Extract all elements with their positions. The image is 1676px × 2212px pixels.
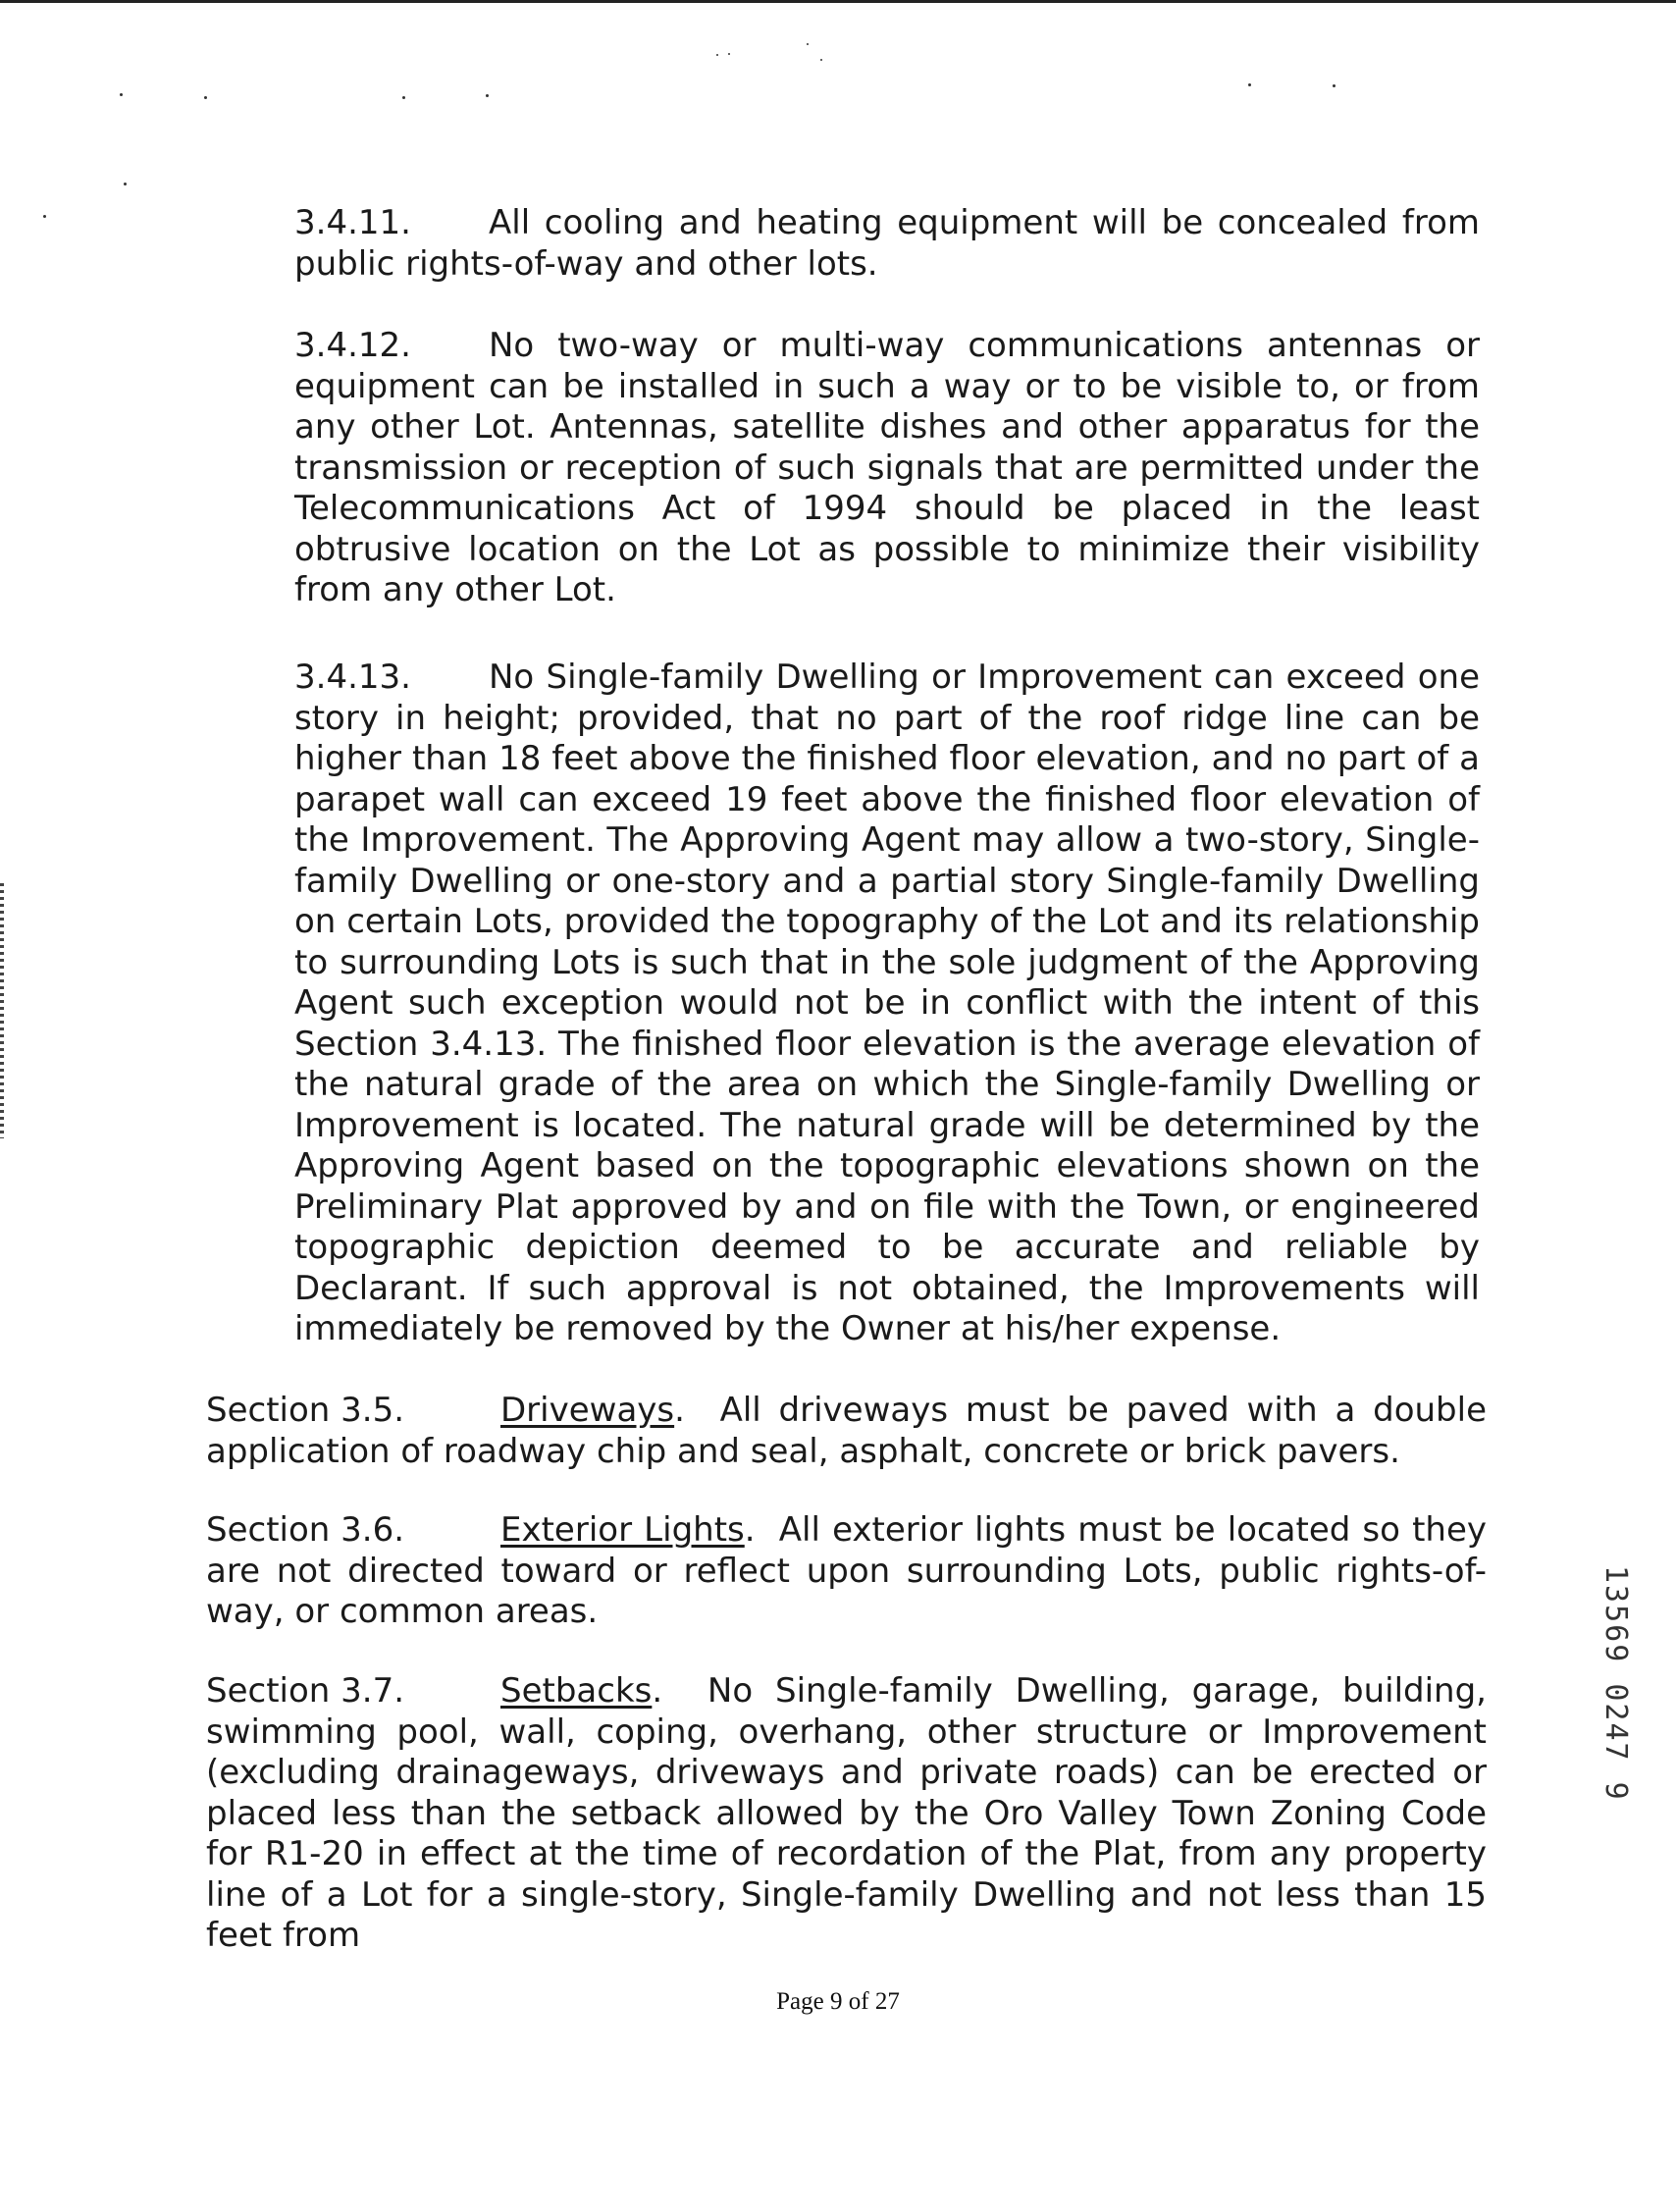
scan-speck <box>402 96 405 99</box>
scan-speck <box>1248 83 1251 86</box>
paragraph-number: 3.4.11. <box>294 203 411 242</box>
scan-speck <box>124 183 127 185</box>
scan-speck <box>43 215 46 218</box>
scan-speck <box>716 54 718 56</box>
paragraph-number: 3.4.13. <box>294 658 411 697</box>
section-text: No Single-family Dwelling, garage, building, swimming pool, wall, coping, overhang, other structure or Improvement (excluding drainageways, driveways and private roads) can be erected or placed less than the setback allowed by the Oro Valley Town Zoning Code for R1-20 in effect at the time of recordation of the Plat, from any property line of a Lot for a single-story, Single-family Dwelling and not less than 15 feet from <box>206 1671 1487 1955</box>
top-border-line <box>0 0 1676 3</box>
section-heading: Setbacks <box>500 1671 653 1711</box>
section-3-6 <box>206 1510 1487 1633</box>
section-heading: Exterior Lights <box>500 1510 745 1550</box>
paragraph-3-4-12 <box>294 326 1480 611</box>
heading-period: . <box>652 1671 707 1711</box>
scan-speck <box>1333 84 1336 87</box>
section-3-7 <box>206 1671 1487 1957</box>
section-heading: Driveways <box>500 1391 675 1430</box>
section-number: Section 3.6. <box>206 1510 405 1550</box>
scan-speck <box>820 59 822 61</box>
docket-stamp-text: 13569 0247 9 <box>1598 1565 1633 1802</box>
paragraph-3-4-11 <box>294 203 1480 285</box>
section-number: Section 3.7. <box>206 1671 405 1711</box>
section-text: All exterior lights must be located so they are not directed toward or reflect upon surrounding Lots, public rights-of-way, or common areas. <box>206 1510 1487 1631</box>
section-text: All driveways must be paved with a double application of roadway chip and seal, asphalt, concrete or brick pavers. <box>206 1391 1487 1471</box>
paragraph-text: All cooling and heating equipment will be concealed from public rights-of-way and other lots. <box>294 203 1480 284</box>
scan-speck <box>204 96 207 99</box>
scan-edge-artifact <box>0 883 4 1138</box>
docket-stamp <box>1590 1565 1645 1879</box>
scan-speck <box>807 43 809 45</box>
section-3-5 <box>206 1391 1487 1472</box>
page-number: Page 9 of 27 <box>776 1988 900 2015</box>
paragraph-number: 3.4.12. <box>294 326 411 365</box>
heading-period: . <box>674 1391 720 1430</box>
scan-speck <box>486 94 489 97</box>
scan-speck <box>120 93 123 96</box>
heading-period: . <box>744 1510 779 1550</box>
section-number: Section 3.5. <box>206 1391 405 1430</box>
paragraph-text: No Single-family Dwelling or Improvement can exceed one story in height; provided, that no part of the roof ridge line can be higher than 18 feet above the finished floor elevation, and no part of a parapet wall can exceed 19 feet above the finished floor elevation of the Improvement. The Approving Agent may allow a two-story, Single-family Dwelling or one-story and a partial story Single-family Dwelling on certain Lots, provided the topography of the Lot and its relationship to surrounding Lots is such that in the sole judgment of the Approving Agent such exception would not be in conflict with the intent of this Section 3.4.13. The finished floor elevation is the average elevation of the natural grade of the area on which the Single-family Dwelling or Improvement is located. The natural grade will be determined by the Approving Agent based on the topographic elevations shown on the Preliminary Plat approved by and on file with the Town, or engineered topographic depiction deemed to be accurate and reliable by Declarant. If such approval is not obtained, the Improvements will immediately be removed by the Owner at his/her expense. <box>294 658 1480 1348</box>
paragraph-3-4-13 <box>294 658 1480 1350</box>
paragraph-text: No two-way or multi-way communications antennas or equipment can be installed in such a way or to be visible to, or from any other Lot. Antennas, satellite dishes and other apparatus for the transmission or reception of such signals that are permitted under the Telecommunications Act of 1994 should be placed in the least obtrusive location on the Lot as possible to minimize their visibility from any other Lot. <box>294 326 1480 609</box>
scan-speck <box>728 53 730 55</box>
